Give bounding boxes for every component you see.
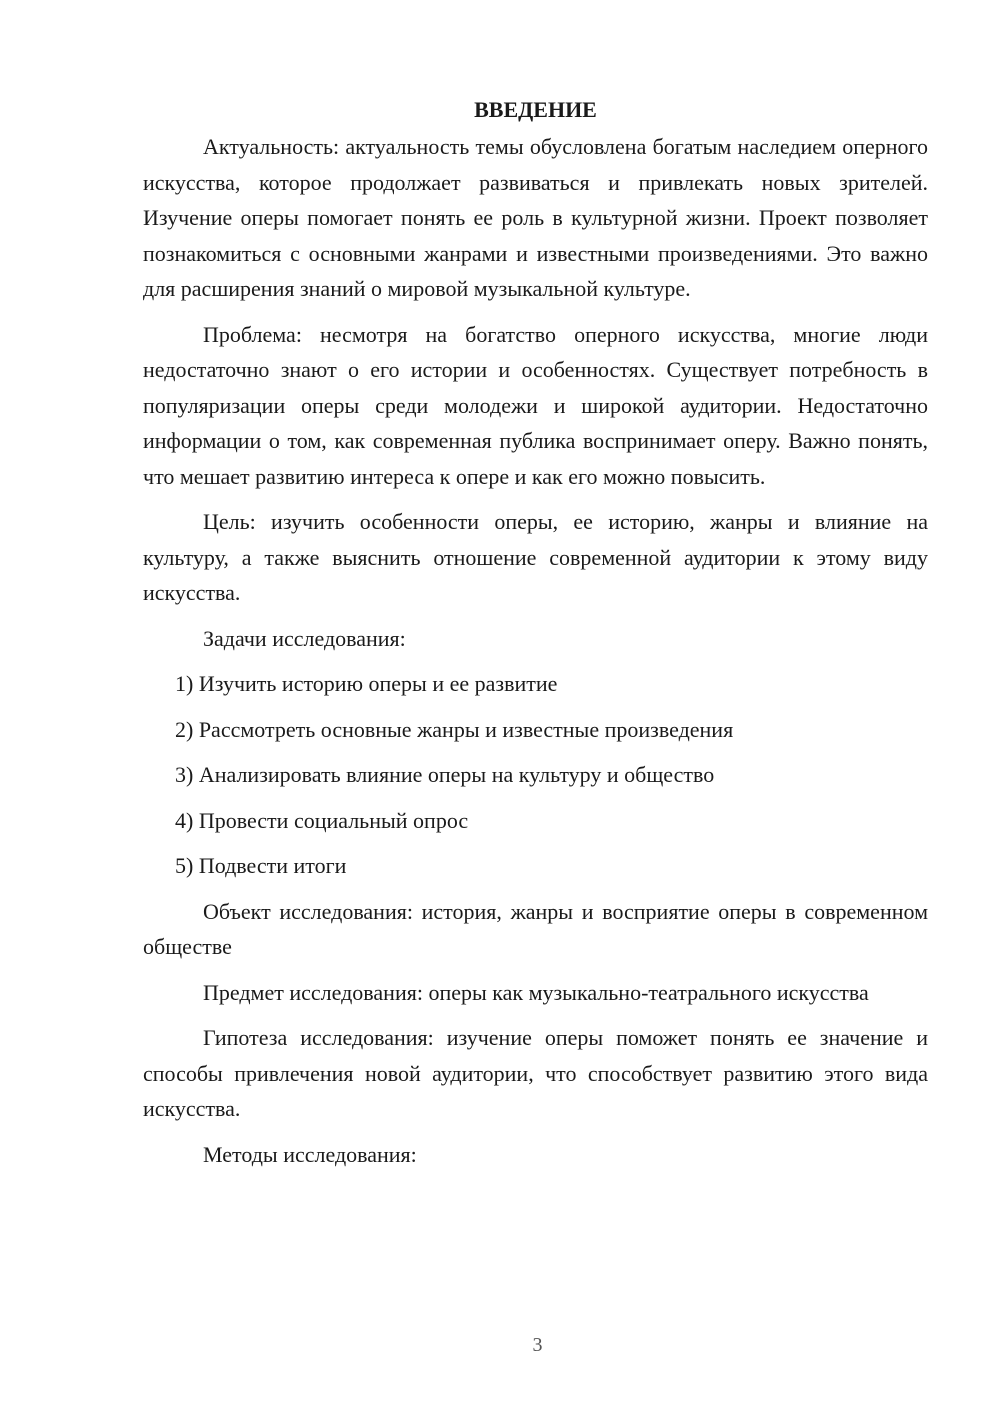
methods-heading: Методы исследования: bbox=[203, 1141, 417, 1167]
page-number: 3 bbox=[532, 1334, 543, 1356]
tasks-heading: Задачи исследования: bbox=[203, 625, 406, 651]
tasks-list bbox=[143, 666, 928, 884]
section-title: ВВЕДЕНИЕ bbox=[474, 97, 597, 122]
list-item: 2) Рассмотреть основные жанры и известные произведения bbox=[175, 716, 734, 742]
paragraph-subject: Предмет исследования: оперы как музыкально-театрального искусства bbox=[203, 979, 869, 1005]
list-item: 3) Анализировать влияние оперы на культуру и общество bbox=[175, 762, 715, 787]
paragraph-goal: Цель: изучить особенности оперы, ее историю, жанры и влияние на культуру, а также выяснить отношение современной аудитории к этому виду искусства. bbox=[143, 509, 928, 605]
paragraph-relevance: Актуальность: актуальность темы обусловлена богатым наследием оперного искусства, которое продолжает развиваться и привлекать новых зрителей. Изучение оперы помогает понять ее роль в культурной жизни. Проект позволяет познакомиться с основными жанрами и известными произведениями. Это важно для расширения знаний о мировой музыкальной культуре. bbox=[143, 134, 928, 301]
document-page bbox=[143, 92, 928, 1172]
list-item: 4) Провести социальный опрос bbox=[175, 807, 469, 833]
list-item: 5) Подвести итоги bbox=[175, 853, 347, 878]
paragraph-problem: Проблема: несмотря на богатство оперного искусства, многие люди недостаточно знают о его истории и особенностях. Существует потребность в популяризации оперы среди молодежи и широкой аудитории. Недостаточно информации о том, как современная публика воспринимает оперу. Важно понять, что мешает развитию интереса к опере и как его можно повысить. bbox=[143, 321, 928, 489]
paragraph-hypothesis: Гипотеза исследования: изучение оперы поможет понять ее значение и способы привлечения новой аудитории, что способствует развитию этого вида искусства. bbox=[143, 1025, 928, 1121]
paragraph-object: Объект исследования: история, жанры и восприятие оперы в современном обществе bbox=[143, 898, 928, 959]
list-item: 1) Изучить историю оперы и ее развитие bbox=[175, 671, 558, 696]
